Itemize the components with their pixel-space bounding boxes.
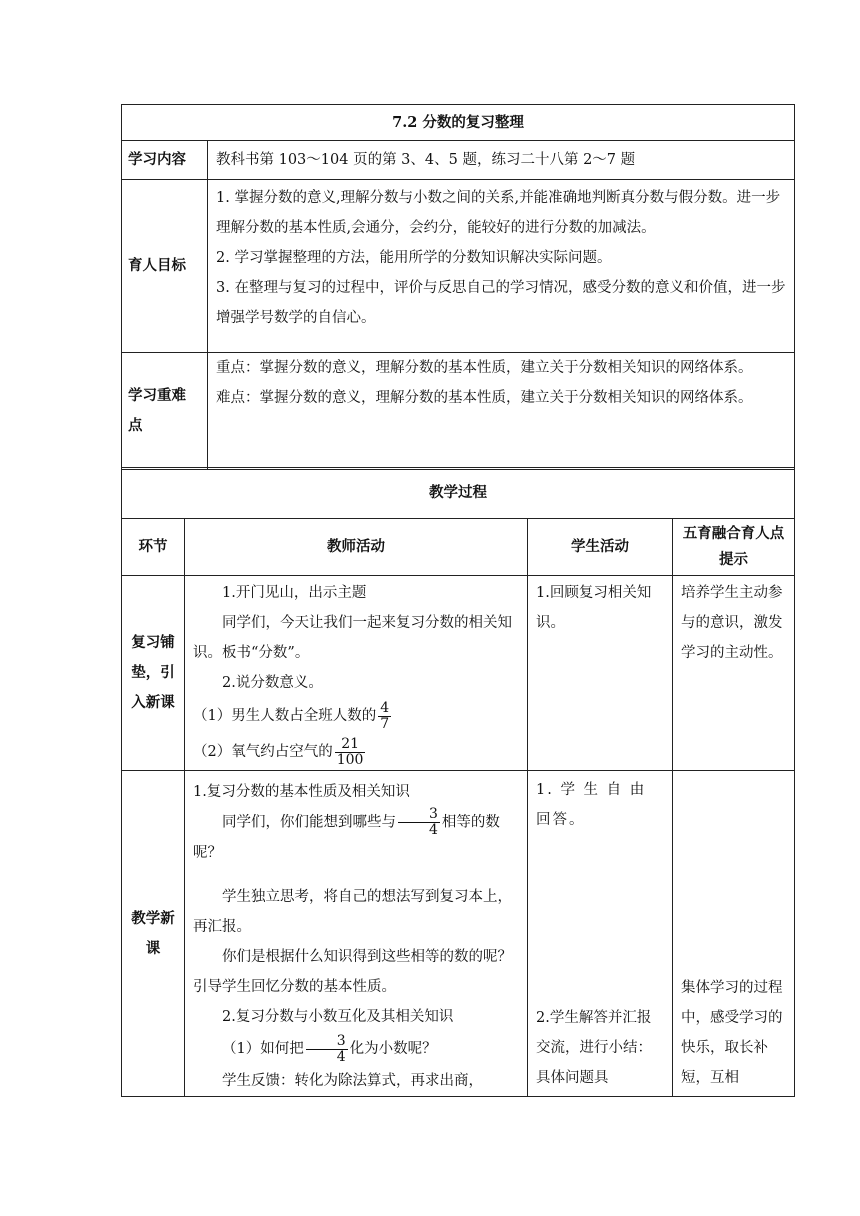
teacher-line: 同学们，今天让我们一起来复习分数的相关知识。板书“分数”。 (193, 615, 512, 661)
fraction-text: （1）如何把 (222, 1041, 304, 1057)
teacher-line: 2.说分数意义。 (222, 675, 323, 691)
header-tips: 五育融合育人点提示 (673, 519, 795, 576)
section2-label: 教学新课 (122, 771, 185, 1097)
header-student: 学生活动 (528, 519, 673, 576)
section2-student-2: 2.学生解答并汇报交流，进行小结：具体问题具 (536, 1010, 652, 1086)
teacher-line-fraction (193, 698, 519, 734)
fraction (306, 1034, 348, 1065)
fraction-denominator: 4 (336, 1048, 346, 1065)
section2-student-1: 1. 学 生 自 由 回答。 (536, 782, 647, 828)
goal-item: 2. 学习掌握整理的方法，能用所学的分数知识解决实际问题。 (216, 250, 612, 266)
fraction-numerator: 4 (380, 699, 390, 716)
fraction-denominator: 7 (380, 715, 390, 732)
content-label: 学习内容 (122, 141, 208, 180)
fraction-text: （1）男生人数占全班人数的 (193, 708, 377, 724)
goal-item: 3. 在整理与复习的过程中，评价与反思自己的学习情况，感受分数的意义和价值，进一步增强学号数学的自信心。 (216, 280, 786, 326)
goal-item: 1. 掌握分数的意义,理解分数与小数之间的关系,并能准确地判断真分数与假分数。进一步理解分数的基本性质,会通分，会约分，能较好的进行分数的加减法。 (216, 190, 781, 236)
fraction-denominator: 100 (336, 751, 364, 768)
content-text: 教科书第 103～104 页的第 3、4、5 题，练习二十八第 2～7 题 (208, 141, 795, 180)
lesson-info-table (121, 104, 795, 470)
header-stage: 环节 (122, 519, 185, 576)
teacher-line: 你们是根据什么知识得到这些相等的数的呢？引导学生回忆分数的基本性质。 (193, 949, 512, 995)
teacher-line: 学生独立思考，将自己的想法写到复习本上，再汇报。 (193, 889, 512, 935)
fraction (335, 737, 366, 768)
fraction-numerator: 3 (398, 807, 440, 823)
lesson-title: 7.2 分数的复习整理 (122, 105, 795, 141)
fraction-text: （2）氧气约占空气的 (193, 744, 333, 760)
header-teacher: 教师活动 (185, 519, 528, 576)
teacher-line-fraction (193, 1032, 519, 1066)
teacher-line-fraction (193, 807, 519, 868)
teacher-line-fraction (193, 734, 519, 770)
goals-label: 育人目标 (122, 180, 208, 353)
teacher-line: 1.开门见山，出示主题 (222, 585, 367, 601)
section1-tip: 培养学生主动参与的意识，激发学习的主动性。 (673, 576, 795, 771)
section1-student: 1.回顾复习相关知识。 (528, 576, 673, 771)
fraction-denominator: 4 (429, 822, 438, 838)
process-title: 教学过程 (122, 468, 795, 519)
fraction-text: 化为小数呢？ (349, 1041, 437, 1057)
section2-tip: 集体学习的过程中，感受学习的快乐，取长补短，互相 (681, 980, 783, 1086)
fraction-text: 相等的数呢？ (193, 814, 500, 861)
teacher-line: 1.复习分数的基本性质及相关知识 (193, 784, 410, 800)
teaching-process-table (121, 467, 795, 1097)
fraction (398, 807, 440, 838)
section1-label: 复习铺垫，引入新课 (122, 576, 185, 771)
fraction (378, 701, 391, 732)
key-points-label: 学习重难点 (122, 353, 208, 470)
key-point-item: 重点：掌握分数的意义，理解分数的基本性质，建立关于分数相关知识的网络体系。 (216, 360, 753, 376)
fraction-numerator: 21 (335, 737, 366, 753)
teacher-line: 2.复习分数与小数互化及其相关知识 (222, 1009, 454, 1025)
fraction-numerator: 3 (306, 1034, 348, 1050)
teacher-line: 学生反馈：转化为除法算式，再求出商， (222, 1073, 483, 1089)
key-point-item: 难点：掌握分数的意义，理解分数的基本性质，建立关于分数相关知识的网络体系。 (216, 390, 753, 406)
fraction-text: 同学们，你们能想到哪些与 (222, 814, 396, 831)
